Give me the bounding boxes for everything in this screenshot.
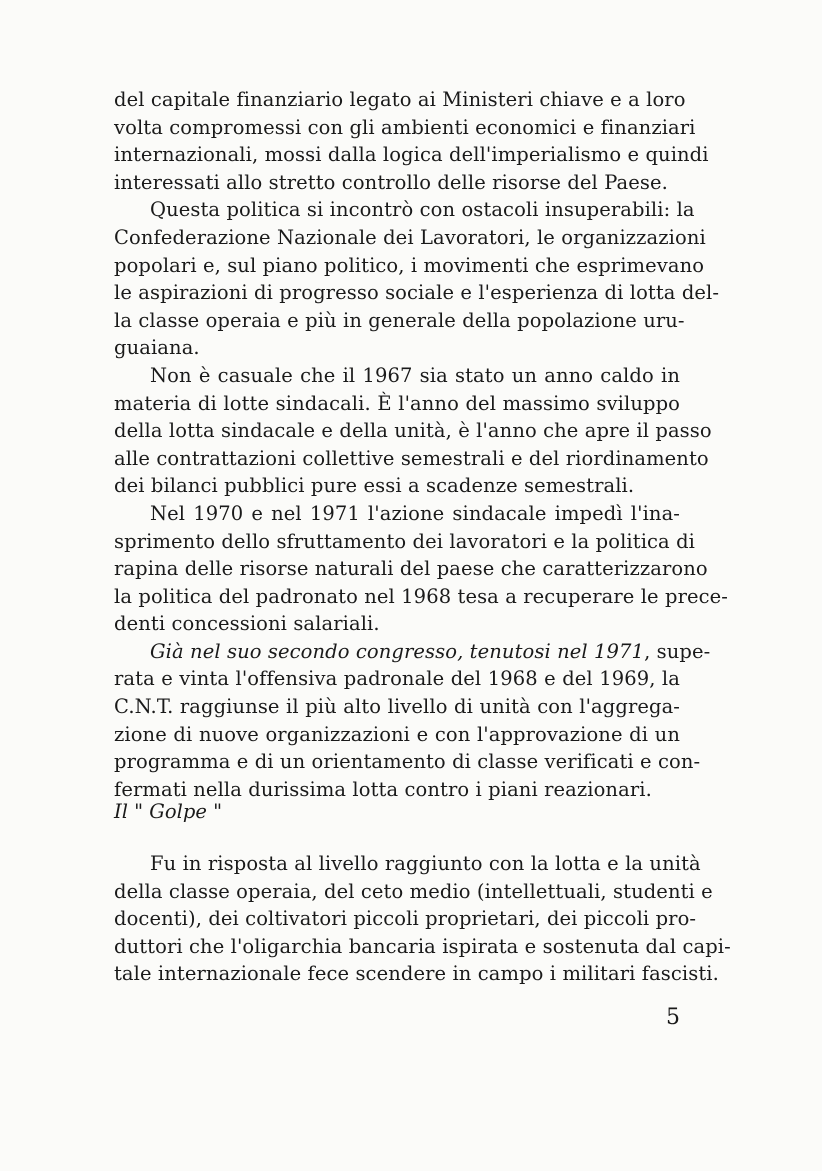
text-line: della classe operaia, del ceto medio (intellettuali, studenti e (114, 879, 713, 903)
text-line: volta compromessi con gli ambienti economici e finanziari (114, 115, 696, 139)
text-line: Non è casuale che il 1967 sia stato un anno caldo in (150, 363, 680, 387)
text-line: Questa politica si incontrò con ostacoli insuperabili: la (150, 198, 695, 222)
text-line: rata e vinta l'offensiva padronale del 1968 e del 1969, la (114, 667, 680, 691)
text-line: sprimento dello sfruttamento dei lavoratori e la politica di (114, 529, 696, 553)
text-line: Confederazione Nazionale dei Lavoratori, le organizzazioni (114, 225, 706, 249)
text-line: materia di lotte sindacali. È l'anno del massimo sviluppo (114, 391, 680, 415)
text-line (114, 638, 711, 666)
text-line: del capitale finanziario legato ai Ministeri chiave e a loro (114, 88, 686, 111)
paragraph-1 (114, 86, 709, 196)
paragraph-4 (114, 500, 728, 638)
paragraph-5 (114, 638, 711, 804)
text-line: alle contrattazioni collettive semestrali e del riordinamento (114, 446, 709, 470)
text-line: la classe operaia e più in generale della popolazione uru- (114, 308, 685, 332)
text-line: C.N.T. raggiunse il più alto livello di unità con l'aggrega- (114, 695, 680, 719)
text-line: programma e di un orientamento di classe verificati e con- (114, 750, 701, 774)
text-line: dei bilanci pubblici pure essi a scadenze semestrali. (114, 474, 635, 498)
text-line: le aspirazioni di progresso sociale e l'esperienza di lotta del- (114, 281, 720, 305)
first-line-rest: , supe- (644, 639, 711, 663)
text-line: Nel 1970 e nel 1971 l'azione sindacale impedì l'ina- (150, 501, 680, 525)
text-line: tale internazionale fece scendere in campo i militari fascisti. (114, 962, 719, 986)
text-line: la politica del padronato nel 1968 tesa a recuperare le prece- (114, 584, 728, 608)
page-number: 5 (666, 1005, 680, 1030)
paragraph-6 (114, 850, 731, 988)
text-line: popolari e, sul piano politico, i movimenti che esprimevano (114, 253, 705, 277)
text-line: duttori che l'oligarchia bancaria ispirata e sostenuta dal capi- (114, 934, 731, 958)
text-line: rapina delle risorse naturali del paese che caratterizzarono (114, 557, 708, 581)
section-body (114, 850, 731, 988)
text-line: docenti), dei coltivatori piccoli proprietari, dei piccoli pro- (114, 907, 697, 931)
text-line: interessati allo stretto controllo delle risorse del Paese. (114, 170, 668, 194)
italic-lead: Già nel suo secondo congresso, tenutosi nel 1971 (150, 639, 645, 663)
paragraph-2 (114, 196, 720, 362)
paragraph-3 (114, 362, 712, 500)
text-line: della lotta sindacale e della unità, è l'anno che apre il passo (114, 419, 712, 443)
text-line: denti concessioni salariali. (114, 612, 380, 636)
text-line: Fu in risposta al livello raggiunto con la lotta e la unità (150, 852, 701, 875)
section-heading: Il " Golpe " (114, 800, 223, 823)
text-line: zione di nuove organizzazioni e con l'approvazione di un (114, 722, 680, 746)
text-line: guaiana. (114, 336, 200, 360)
text-line: fermati nella durissima lotta contro i piani reazionari. (114, 777, 652, 801)
text-line: internazionali, mossi dalla logica dell'imperialismo e quindi (114, 143, 709, 167)
body-text (114, 86, 728, 803)
